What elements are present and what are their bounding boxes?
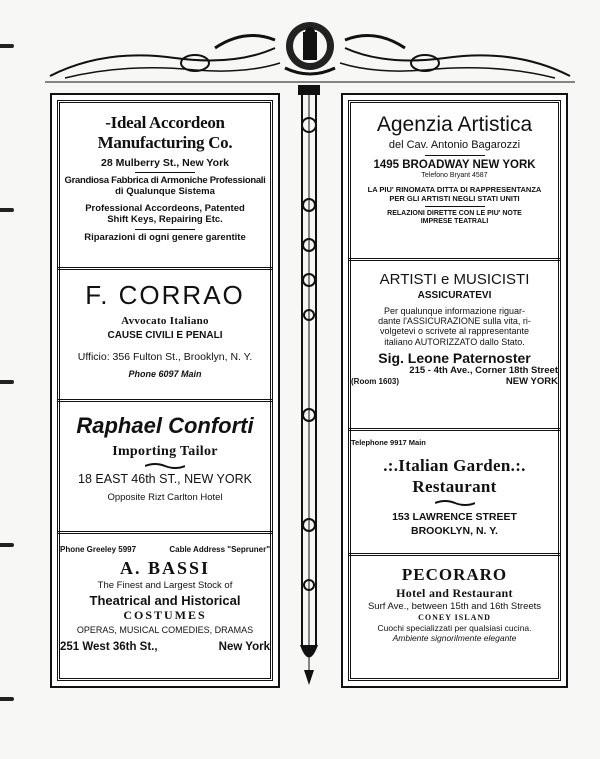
punch-mark xyxy=(0,543,14,547)
short-rule xyxy=(425,155,485,156)
agenzia-ad xyxy=(351,113,558,226)
conforti-address: 18 EAST 46th ST., NEW YORK xyxy=(78,472,252,487)
agenzia-line2: PER GLI ARTISTI NEGLI STATI UNITI xyxy=(389,193,520,203)
agenzia-address: 1495 BROADWAY NEW YORK xyxy=(373,158,536,171)
ideal-address: 28 Mulberry St., New York xyxy=(101,157,229,170)
pecoraro-line2: Ambiente signorilmente elegante xyxy=(392,633,517,644)
garden-street: 153 LAWRENCE STREET xyxy=(392,510,517,523)
bassi-street: 251 West 36th St., xyxy=(60,640,158,653)
ideal-line5: Riparazioni di ogni genere garentite xyxy=(84,231,246,243)
ornamental-crest xyxy=(45,18,575,88)
ornament-flourish xyxy=(435,499,475,507)
section-rule xyxy=(349,258,560,261)
bassi-line4: OPERAS, MUSICAL COMEDIES, DRAMAS xyxy=(76,624,254,635)
garden-name1: .:.Italian Garden.:. xyxy=(383,455,526,475)
garden-city: BROOKLYN, N. Y. xyxy=(411,524,498,537)
ideal-line2: di Qualunque Sistema xyxy=(115,186,215,198)
corrao-phone: Phone 6097 Main xyxy=(128,369,202,380)
pecoraro-line1: Cuochi specializzati per qualsiasi cucina. xyxy=(377,623,532,634)
artisti-room-row xyxy=(351,377,558,388)
ideal-accordeon-ad xyxy=(60,113,270,244)
ideal-title: -Ideal Accordeon Manufacturing Co. xyxy=(97,113,233,152)
artisti-city: NEW YORK xyxy=(505,376,558,388)
pecoraro-name: PECORARO xyxy=(401,565,508,584)
artisti-body1: Per qualunque informazione riguar- xyxy=(383,305,526,316)
right-ad-column xyxy=(341,93,568,688)
punch-mark xyxy=(0,380,14,384)
conforti-name: Raphael Conforti xyxy=(76,413,254,438)
garden-phone: Telephone 9917 Main xyxy=(351,438,426,447)
artisti-addr1: 215 - 4th Ave., Corner 18th Street xyxy=(409,365,558,377)
artisti-ad xyxy=(351,271,558,388)
corrao-name: F. CORRAO xyxy=(85,280,245,310)
bassi-line1: The Finest and Largest Stock of xyxy=(97,579,233,591)
artisti-body2: dante l'ASSICURAZIONE sulla vita, ri- xyxy=(378,316,531,327)
ornament-flourish xyxy=(145,462,185,470)
bassi-phone: Phone Greeley 5997 xyxy=(60,545,137,554)
artisti-sub: ASSICURATEVI xyxy=(417,290,492,302)
short-rule xyxy=(425,206,485,207)
corrao-office: Ufficio: 356 Fulton St., Brooklyn, N. Y. xyxy=(77,351,253,364)
section-rule xyxy=(58,399,272,402)
agenzia-line3: RELAZIONI DIRETTE CON LE PIU' NOTE xyxy=(387,210,522,218)
bassi-contact-row xyxy=(60,545,270,554)
short-rule xyxy=(135,172,195,173)
left-ad-column xyxy=(50,93,280,688)
corrao-cause: CAUSE CIVILI E PENALI xyxy=(107,329,223,341)
pecoraro-ad xyxy=(351,565,558,644)
section-rule xyxy=(349,428,560,431)
artisti-agent: Sig. Leone Paternoster xyxy=(378,350,531,367)
short-rule xyxy=(135,229,195,230)
artisti-room: (Room 1603) xyxy=(351,377,400,387)
punch-mark xyxy=(0,208,14,212)
section-rule xyxy=(58,531,272,534)
pecoraro-place: CONEY ISLAND xyxy=(418,613,491,623)
corrao-ad xyxy=(60,281,270,379)
conforti-ad xyxy=(60,413,270,504)
agenzia-owner: del Cav. Antonio Bagarozzi xyxy=(388,139,521,152)
ideal-line3: Professional Accordeons, Patented xyxy=(85,203,245,214)
agenzia-line1: LA PIU' RINOMATA DITTA DI RAPPRESENTANZA xyxy=(367,185,542,195)
bassi-line2: Theatrical and Historical xyxy=(89,592,241,608)
section-rule xyxy=(349,553,560,556)
artisti-body3: volgetevi o scrivete al rappresentante xyxy=(379,326,530,337)
section-rule xyxy=(58,267,272,270)
conforti-near: Opposite Rizt Carlton Hotel xyxy=(107,491,223,503)
agenzia-line4: IMPRESE TEATRALI xyxy=(420,218,489,226)
agenzia-phone: Telefono Bryant 4587 xyxy=(421,172,488,179)
bassi-ad xyxy=(60,545,270,654)
garden-name2: Restaurant xyxy=(412,477,497,497)
corrao-role: Avvocato Italiano xyxy=(121,314,209,327)
bassi-city: New York xyxy=(218,640,270,653)
bassi-line3: COSTUMES xyxy=(123,607,207,622)
bassi-cable: Cable Address "Sepruner" xyxy=(169,545,270,554)
punch-mark xyxy=(0,44,14,48)
garden-ad xyxy=(351,439,558,537)
agenzia-title: Agenzia Artistica xyxy=(376,113,533,136)
punch-mark xyxy=(0,697,14,701)
bassi-name: A. BASSI xyxy=(119,558,211,579)
ornamental-divider xyxy=(296,85,322,690)
pecoraro-sub: Hotel and Restaurant xyxy=(396,585,513,600)
conforti-role: Importing Tailor xyxy=(112,444,218,460)
artisti-body4: italiano AUTORIZZATO dallo Stato. xyxy=(384,336,525,347)
ideal-line4: Shift Keys, Repairing Etc. xyxy=(107,213,223,225)
pecoraro-addr: Surf Ave., between 15th and 16th Streets xyxy=(367,601,542,613)
artisti-title: ARTISTI e MUSICISTI xyxy=(379,271,530,288)
ideal-line1: Grandiosa Fabbrica di Armoniche Professionali xyxy=(64,175,266,187)
bassi-address-row xyxy=(60,641,270,654)
